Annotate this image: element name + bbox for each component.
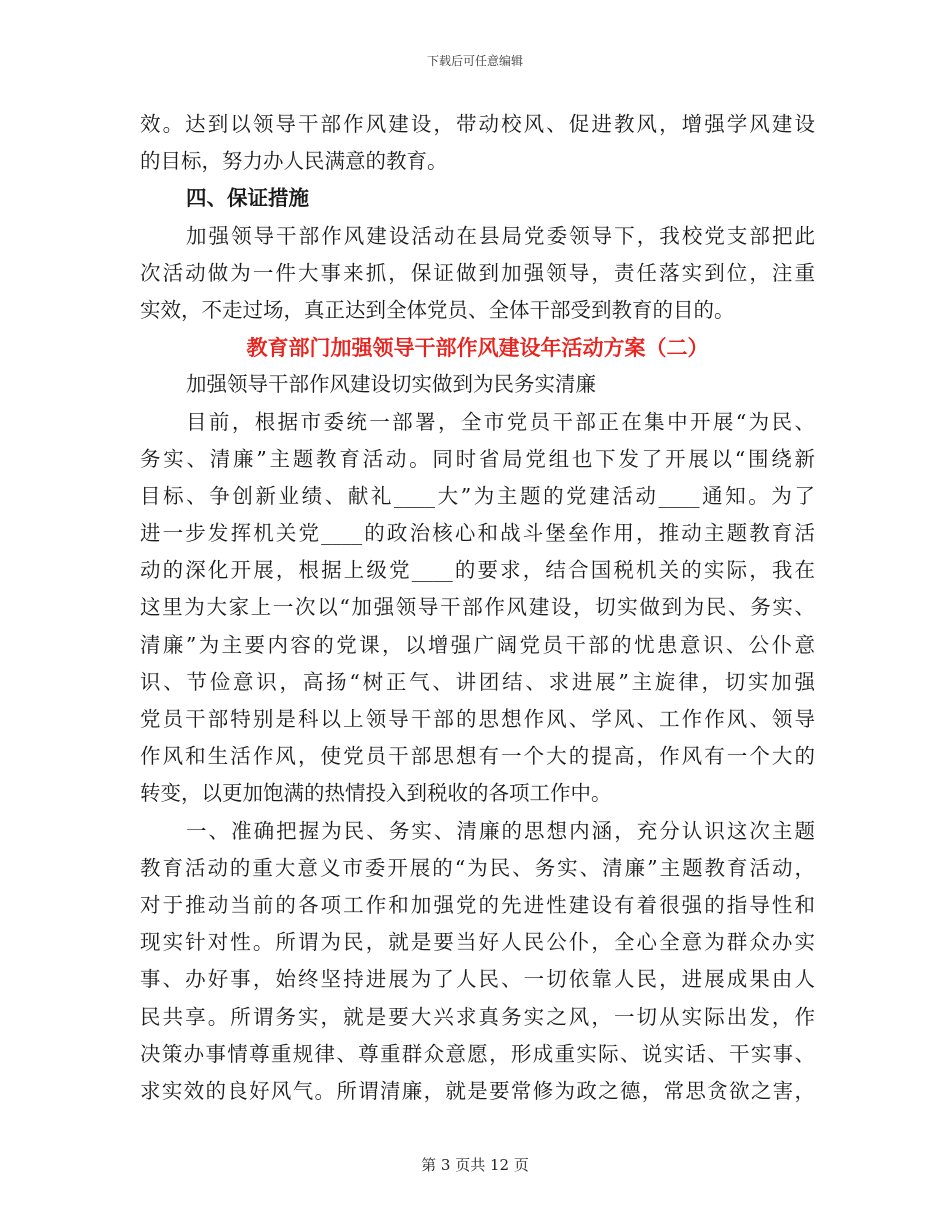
body-line: 这里为大家上一次以“加强领导干部作风建设，切实做到为民、务实、 (140, 595, 815, 620)
body-line: 目标、争创新业绩、献礼____大”为主题的党建活动____通知。为了 (140, 483, 815, 508)
document-title: 教育部门加强领导干部作风建设年活动方案（二） (246, 335, 709, 361)
page-footer: 第 3 页共 12 页 (421, 1156, 529, 1174)
body-line: 加强领导干部作风建设活动在县局党委领导下，我校党支部把此 (186, 223, 815, 248)
body-line: 次活动做为一件大事来抓，保证做到加强领导，责任落实到位，注重 (140, 260, 815, 285)
body-line: 民共享。所谓务实，就是要大兴求真务实之风，一切从实际出发，作 (140, 1004, 815, 1029)
body-line: 效。达到以领导干部作风建设，带动校风、促进教风，增强学风建设 (140, 112, 815, 136)
body-line: 进一步发挥机关党____的政治核心和战斗堡垒作用，推动主题教育活 (140, 521, 815, 546)
body-line: 目前，根据市委统一部署，全市党员干部正在集中开展“为民、 (186, 409, 815, 434)
body-line: 实效，不走过场，真正达到全体党员、全体干部受到教育的目的。 (140, 297, 735, 322)
body-line: 决策办事情尊重规律、尊重群众意愿，形成重实际、说实话、干实事、 (140, 1041, 815, 1066)
body-line: 务实、清廉”主题教育活动。同时省局党组也下发了开展以“围绕新 (140, 446, 815, 471)
body-line: 识、节俭意识，高扬“树正气、讲团结、求进展”主旋律，切实加强 (140, 669, 815, 694)
body-line: 动的深化开展，根据上级党____的要求，结合国税机关的实际，我在 (140, 558, 815, 583)
body-line: 对于推动当前的各项工作和加强党的先进性建设有着很强的指导性和 (140, 892, 815, 917)
subtitle: 加强领导干部作风建设切实做到为民务实清廉 (186, 372, 596, 397)
body-line: 事、办好事，始终坚持进展为了人民、一切依靠人民，进展成果由人 (140, 967, 815, 992)
body-line: 一、准确把握为民、务实、清廉的思想内涵，充分认识这次主题 (186, 818, 815, 843)
body-line: 现实针对性。所谓为民，就是要当好人民公仆，全心全意为群众办实 (140, 930, 815, 955)
body-line: 党员干部特别是科以上领导干部的思想作风、学风、工作作风、领导 (140, 707, 815, 731)
body-line: 清廉”为主要内容的党课，以增强广阔党员干部的忧患意识、公仆意 (140, 632, 815, 657)
body-line: 作风和生活作风，使党员干部思想有一个大的提高，作风有一个大的 (140, 744, 815, 769)
section-heading: 四、保证措施 (186, 186, 309, 211)
body-line: 求实效的良好风气。所谓清廉，就是要常修为政之德，常思贪欲之害， (140, 1078, 815, 1103)
body-line: 教育活动的重大意义市委开展的“为民、务实、清廉”主题教育活动， (140, 855, 815, 880)
document-body (140, 106, 815, 1110)
body-line: 的目标，努力办人民满意的教育。 (140, 149, 448, 174)
page-header: 下载后可任意编辑 (426, 54, 523, 68)
body-line: 转变，以更加饱满的热情投入到税收的各项工作中。 (140, 781, 612, 806)
